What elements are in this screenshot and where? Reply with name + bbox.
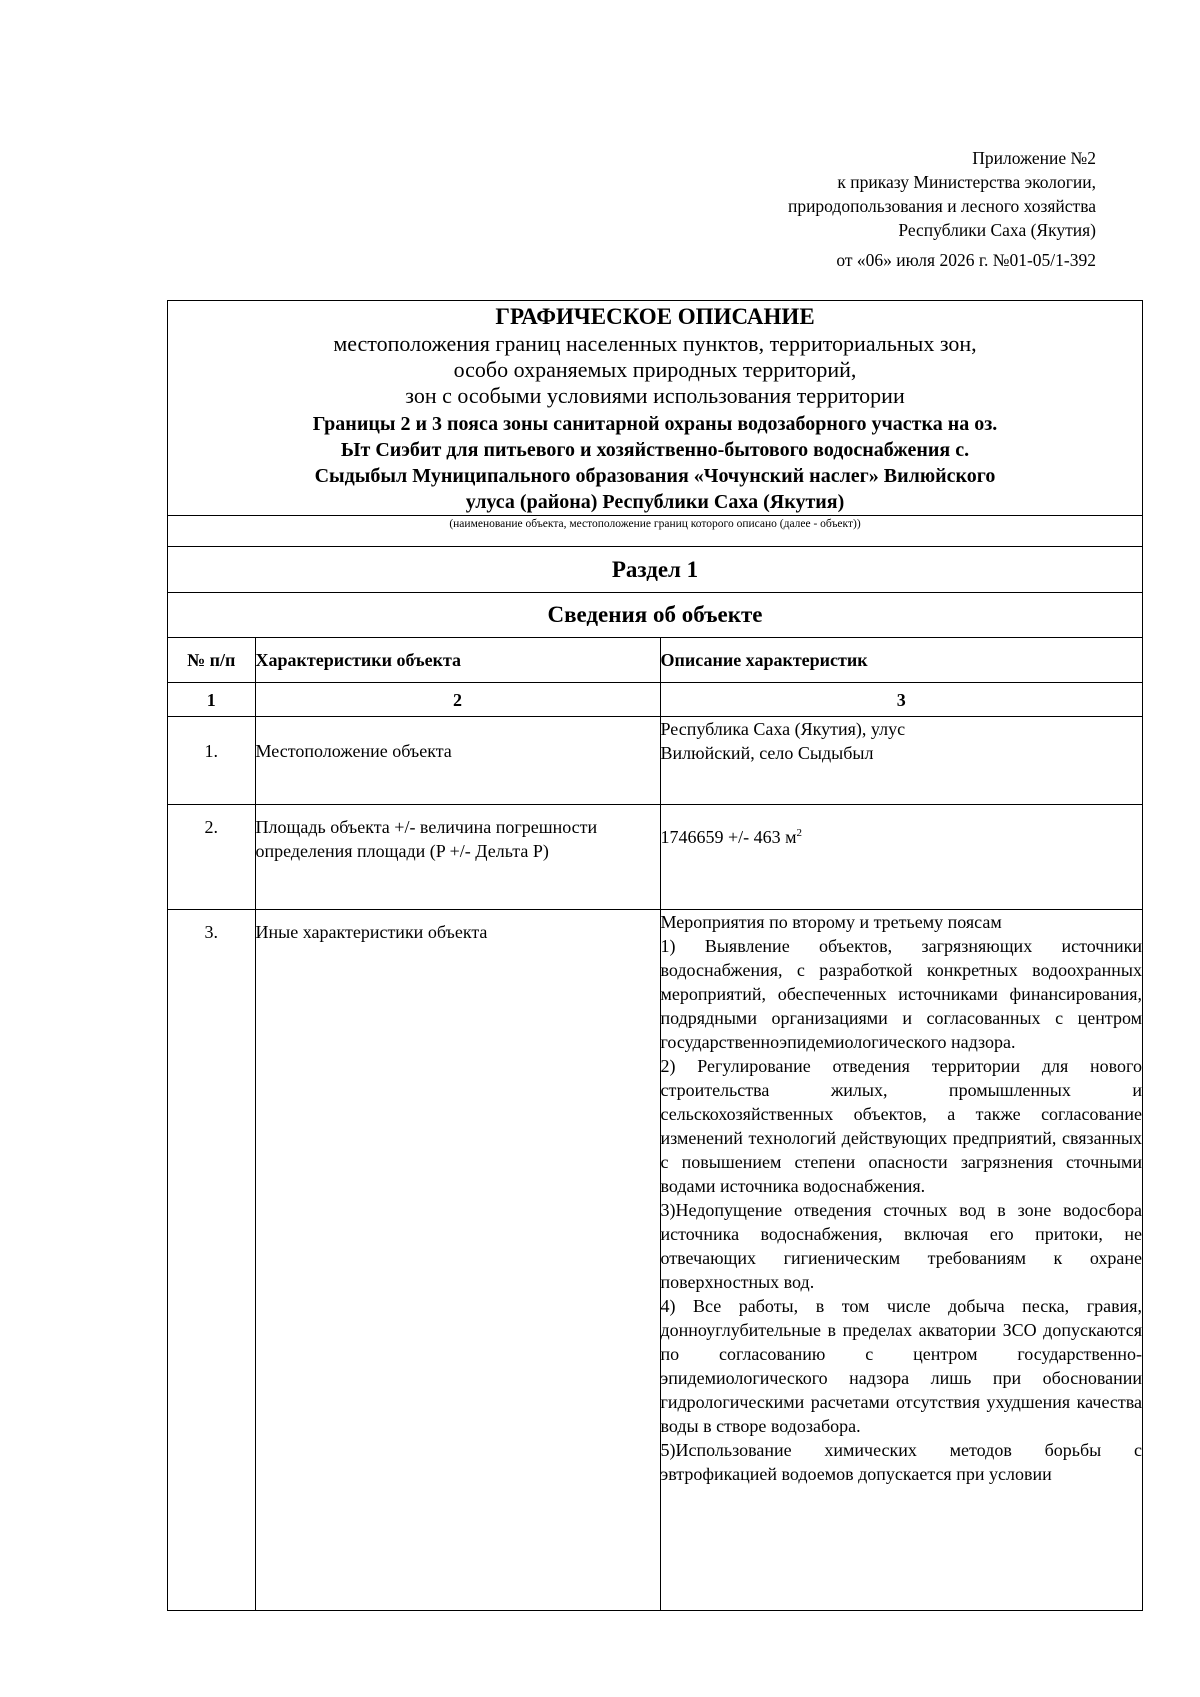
column-header: Описание характеристик [660,638,1142,683]
row-description [660,805,1142,910]
annex-line-3: Республики Саха (Якутия) [898,220,1096,240]
section-subtitle: Сведения об объекте [168,592,1142,637]
object-info-table [168,637,1142,1610]
column-number-row [168,683,1142,717]
table-row [168,805,1142,910]
description-item: 3)Недопущение отведения сточных вод в зоне водосбора источника водоснабжения, включая его притоки, не отвечающих гигиеническим требованиям к охране поверхностных вод. [660,1200,1142,1292]
column-header: № п/п [168,638,255,683]
object-name-line: Границы 2 и 3 пояса зоны санитарной охраны водозаборного участка на оз. [312,413,998,435]
description-item: 5)Использование химических методов борьбы с эвтрофикацией водоемов допускается при условии [660,1440,1142,1484]
document-title: ГРАФИЧЕСКОЕ ОПИСАНИЕ [495,304,815,329]
area-unit-superscript: 2 [796,827,803,839]
row-number: 2. [168,805,255,910]
annex-line-2: природопользования и лесного хозяйства [787,196,1096,216]
row-description [660,717,1142,805]
row-characteristic: Местоположение объекта [255,717,660,805]
row-description [660,910,1142,1611]
row-number: 1. [168,717,255,805]
row-characteristic: Иные характеристики объекта [255,910,660,1611]
table-row [168,910,1142,1611]
table-header-row [168,638,1142,683]
description-line: Вилюйский, село Сыдыбыл [660,743,874,763]
object-name-caption: (наименование объекта, местоположение границ которого описано (далее - объект)) [168,515,1142,546]
description-item: 1) Выявление объектов, загрязняющих источники водоснабжения, с разработкой конкретных водоохранных мероприятий, обеспеченных источниками финансирования, подрядными организациями и согласованных с центром государственноэпидемиологического надзора. [660,936,1142,1052]
annex-title: Приложение №2 [972,148,1096,168]
object-name-line: Ыт Сиэбит для питьевого и хозяйственно-бытового водоснабжения с. [340,439,970,461]
column-number: 1 [168,683,255,717]
graphic-description-form [167,300,1143,1611]
annex-order-date: от «06» июля 2026 г. №01-05/1-392 [836,250,1096,270]
column-number: 3 [660,683,1142,717]
section-title: Раздел 1 [168,546,1142,592]
table-row [168,717,1142,805]
annex-block [788,146,1096,272]
subtitle-line: особо охраняемых природных территорий, [453,357,857,382]
object-name [178,411,1132,515]
description-item: 4) Все работы, в том числе добыча песка, гравия, донноуглубительные в пределах акватории ЗСО допускаются по согласованию с центром государственно-эпидемиологического надзора лишь при обосновании гидрологическими расчетами отсутствия ухудшения качества воды в створе водозабора. [660,1296,1142,1436]
title-block [168,301,1142,515]
object-name-line: Сыдыбыл Муниципального образования «Чочунский наслег» Вилюйского [314,465,996,487]
description-item: 2) Регулирование отведения территории для нового строительства жилых, промышленных и сельскохозяйственных объектов, а также согласование изменений технологий действующих предприятий, связанных с повышением степени опасности загрязнения сточными водами источника водоснабжения. [660,1056,1142,1196]
annex-line-1: к приказу Министерства экологии, [837,172,1096,192]
column-header: Характеристики объекта [255,638,660,683]
column-number: 2 [255,683,660,717]
subtitle-line: зон с особыми условиями использования территории [405,383,905,408]
subtitle-line: местоположения границ населенных пунктов, территориальных зон, [333,331,977,356]
description-intro: Мероприятия по второму и третьему поясам [660,912,1002,932]
row-characteristic: Площадь объекта +/- величина погрешности определения площади (P +/- Дельта P) [255,805,660,910]
object-name-line: улуса (района) Республики Саха (Якутия) [465,491,845,513]
description-line: Республика Саха (Якутия), улус [660,719,906,739]
row-number: 3. [168,910,255,1611]
area-value: 1746659 +/- 463 м [660,827,797,847]
